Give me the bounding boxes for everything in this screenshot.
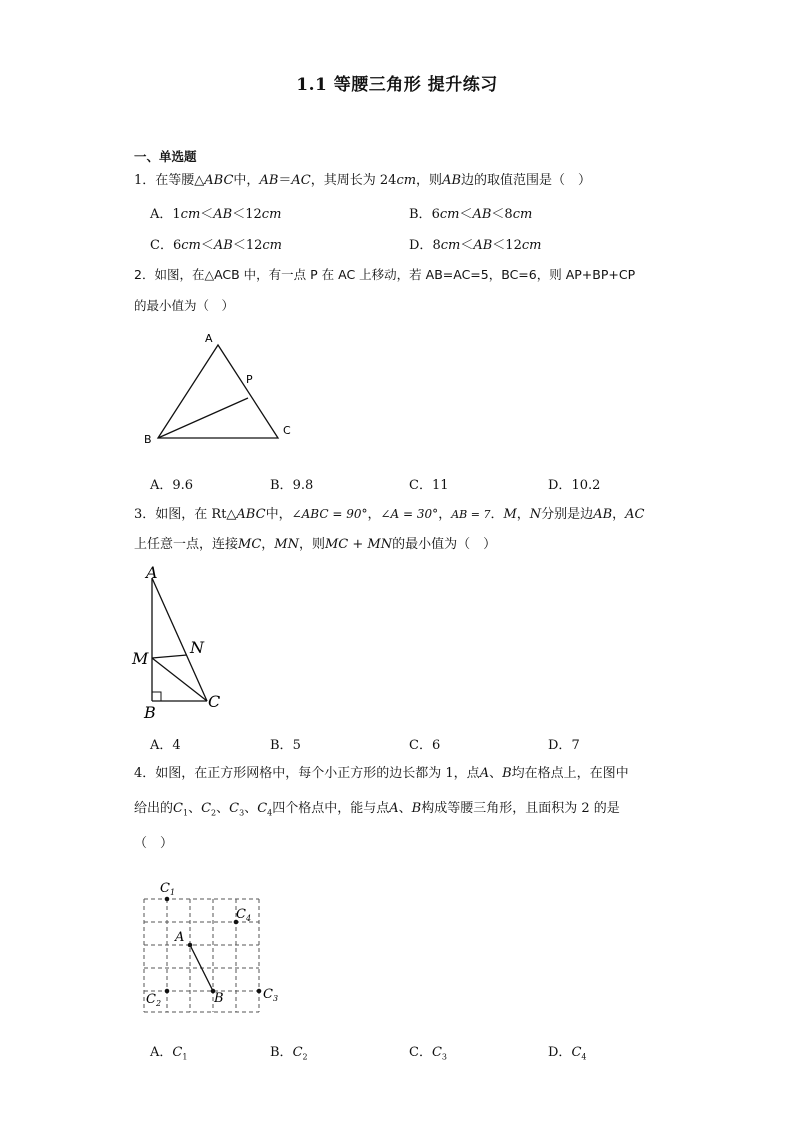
question-2-stem-line2: 的最小值为（ ） bbox=[134, 298, 235, 313]
option-label: C． bbox=[409, 1045, 432, 1060]
stem-text: ， bbox=[367, 507, 381, 522]
math-var: C bbox=[229, 801, 240, 816]
stem-text: 给出的 bbox=[134, 801, 174, 816]
grid-point-c1 bbox=[165, 897, 170, 902]
stem-text: ，则 bbox=[298, 537, 325, 552]
q4-option-c[interactable] bbox=[409, 1041, 447, 1062]
math-var: C bbox=[431, 1045, 442, 1060]
math-unit: cm bbox=[521, 238, 542, 253]
grid-point-c3 bbox=[257, 989, 262, 994]
section-heading: 一、单选题 bbox=[134, 149, 197, 164]
stem-text: 中， bbox=[265, 507, 292, 522]
option-text: 1 bbox=[172, 207, 181, 222]
point-label-p: P bbox=[246, 373, 253, 386]
option-value: 10.2 bbox=[571, 478, 601, 493]
option-value: 9.8 bbox=[292, 478, 314, 493]
stem-text: 均在格点上，在图中 bbox=[511, 766, 629, 781]
option-text: 6 bbox=[172, 238, 182, 253]
math-var: AB bbox=[213, 238, 233, 253]
segment-mn bbox=[152, 655, 187, 658]
math-var: C bbox=[172, 1045, 183, 1060]
stem-text: 中， bbox=[233, 173, 260, 188]
stem-text: 、 bbox=[398, 801, 412, 816]
page-title: 1.1 等腰三角形 提升练习 bbox=[296, 75, 498, 95]
q4-option-d[interactable] bbox=[548, 1041, 586, 1062]
question-3-stem-line1 bbox=[134, 505, 645, 524]
option-label: D． bbox=[409, 238, 433, 253]
option-label: B． bbox=[270, 478, 293, 493]
option-value: 11 bbox=[431, 478, 449, 493]
stem-text: ＝ bbox=[278, 173, 292, 188]
question-4-stem-line2 bbox=[134, 800, 620, 823]
stem-text: 边的取值范围是（ ） bbox=[461, 173, 592, 188]
option-label: C． bbox=[409, 738, 432, 753]
question-2-stem-line1: 2．如图，在△ACB 中，有一点 P 在 AC 上移动，若 AB=AC=5，BC=6，则 AP+BP+CP bbox=[134, 267, 636, 282]
math-var: C bbox=[257, 801, 268, 816]
q1-option-b[interactable] bbox=[409, 203, 532, 222]
label-c1: $C_1$ bbox=[160, 881, 176, 897]
question-4-stem-line1 bbox=[134, 765, 629, 783]
stem-text: 3．如图，在 Rt bbox=[134, 507, 227, 522]
stem-text: 构成等腰三角形，且面积为 2 的是 bbox=[421, 801, 620, 816]
math-var: ABC bbox=[236, 507, 266, 522]
math-var: B bbox=[411, 801, 422, 816]
q1-option-d[interactable] bbox=[409, 234, 541, 253]
subscript: 1 bbox=[182, 808, 189, 818]
math-unit: cm bbox=[262, 238, 282, 253]
option-value: 4 bbox=[172, 738, 181, 753]
question-1-stem bbox=[134, 172, 591, 190]
math-var: AC bbox=[625, 507, 645, 522]
math-var: MC bbox=[238, 537, 262, 552]
subscript: 1 bbox=[182, 1052, 188, 1062]
math-unit: cm bbox=[512, 207, 533, 222]
math-expr: ∠ABC = 90° bbox=[291, 507, 368, 521]
option-text: ＜12 bbox=[232, 238, 263, 253]
math-expr: AB = 7 bbox=[451, 508, 491, 521]
math-unit: cm bbox=[440, 238, 461, 253]
stem-text: 4．如图，在正方形网格中，每个小正方形的边长都为 1，点 bbox=[134, 766, 480, 781]
option-text: ＜ bbox=[459, 207, 473, 222]
math-var: AB bbox=[593, 507, 613, 522]
math-unit: cm bbox=[261, 207, 282, 222]
q4-option-a[interactable] bbox=[150, 1041, 187, 1062]
q2-option-b[interactable] bbox=[270, 474, 313, 493]
label-b: B bbox=[214, 991, 224, 1006]
q3-triangle-figure bbox=[130, 558, 240, 723]
math-var: N bbox=[529, 507, 542, 522]
label-a: A bbox=[175, 930, 185, 945]
q2-option-c[interactable] bbox=[409, 474, 449, 493]
stem-text: ， bbox=[612, 507, 626, 522]
stem-text: 分别是边 bbox=[541, 507, 594, 522]
segment-mc bbox=[152, 658, 207, 701]
option-label: C． bbox=[150, 238, 173, 253]
option-label: B． bbox=[409, 207, 432, 222]
option-label: D． bbox=[548, 1045, 572, 1060]
math-var: A bbox=[389, 801, 399, 816]
q4-option-b[interactable] bbox=[270, 1041, 308, 1062]
option-text: ＜ bbox=[200, 238, 214, 253]
option-value: 9.6 bbox=[172, 478, 194, 493]
point-label-c: C bbox=[283, 424, 291, 437]
stem-text: ，其周长为 24 bbox=[310, 173, 397, 188]
label-c2: $C_2$ bbox=[146, 992, 162, 1008]
option-text: 8 bbox=[432, 238, 441, 253]
math-var: C bbox=[173, 801, 183, 816]
stem-text: ， bbox=[261, 537, 275, 552]
math-var: M bbox=[503, 507, 517, 522]
option-text: ＜ bbox=[200, 207, 214, 222]
stem-text: 、 bbox=[216, 801, 230, 816]
option-label: A． bbox=[150, 478, 173, 493]
point-label-a: A bbox=[146, 563, 158, 582]
q2-triangle-figure bbox=[130, 325, 320, 450]
stem-text: ，则 bbox=[416, 173, 443, 188]
math-unit: cm bbox=[439, 207, 460, 222]
point-label-b: B bbox=[144, 703, 156, 722]
option-text: 6 bbox=[431, 207, 440, 222]
q3-option-a[interactable] bbox=[150, 734, 181, 753]
option-label: A． bbox=[150, 1045, 173, 1060]
math-var: A bbox=[479, 766, 490, 781]
question-4-stem-line3: （ ） bbox=[134, 836, 174, 851]
math-unit: cm bbox=[181, 238, 201, 253]
subscript: 4 bbox=[267, 808, 273, 818]
point-label-n: N bbox=[190, 638, 204, 657]
q3-option-b[interactable] bbox=[270, 734, 301, 753]
point-label-a: A bbox=[205, 332, 213, 345]
math-var: ABC bbox=[204, 173, 234, 188]
question-3-stem-line2 bbox=[134, 536, 496, 554]
math-unit: cm bbox=[180, 207, 201, 222]
option-text: ＜12 bbox=[232, 207, 262, 222]
q1-option-c[interactable] bbox=[150, 234, 282, 253]
option-value: 7 bbox=[571, 738, 580, 753]
grid-point-a bbox=[188, 943, 193, 948]
math-var: AB bbox=[442, 173, 462, 188]
math-var: AB bbox=[472, 207, 492, 222]
math-var: B bbox=[502, 766, 512, 781]
option-text: ＜12 bbox=[492, 238, 522, 253]
option-value: 5 bbox=[292, 738, 301, 753]
grid-point-c2 bbox=[165, 989, 170, 994]
subscript: 2 bbox=[211, 808, 217, 818]
q3-option-c[interactable] bbox=[409, 734, 440, 753]
option-text: ＜8 bbox=[491, 207, 513, 222]
q4-grid-figure bbox=[134, 872, 284, 1017]
option-value: 6 bbox=[431, 738, 441, 753]
stem-text: ， bbox=[438, 507, 452, 522]
right-angle-mark bbox=[152, 692, 161, 701]
q3-option-d[interactable] bbox=[548, 734, 580, 753]
option-label: D． bbox=[548, 738, 572, 753]
math-expr: MC + MN bbox=[325, 537, 393, 552]
option-text: ＜ bbox=[460, 238, 474, 253]
stem-text: 、 bbox=[188, 801, 202, 816]
stem-text: 、 bbox=[244, 801, 258, 816]
math-var: C bbox=[571, 1045, 582, 1060]
triangle-abc bbox=[158, 345, 278, 438]
stem-text: △ bbox=[226, 507, 237, 522]
option-label: B． bbox=[270, 1045, 293, 1060]
label-c4: $C_4$ bbox=[236, 907, 252, 923]
stem-text: 在等腰△ bbox=[155, 173, 205, 188]
math-var: AB bbox=[473, 238, 493, 253]
subscript: 3 bbox=[239, 808, 245, 818]
math-unit: cm bbox=[396, 173, 417, 188]
stem-text: 、 bbox=[489, 766, 503, 781]
q1-option-a[interactable] bbox=[150, 203, 281, 222]
option-label: B． bbox=[270, 738, 293, 753]
label-c3: $C_3$ bbox=[263, 987, 279, 1003]
stem-text: 四个格点中，能与点 bbox=[272, 801, 390, 816]
math-var: AB bbox=[259, 173, 279, 188]
math-var: AC bbox=[291, 173, 311, 188]
question-number: 1． bbox=[134, 173, 156, 188]
option-label: D． bbox=[548, 478, 572, 493]
math-expr: ∠A = 30° bbox=[380, 507, 439, 521]
subscript: 4 bbox=[581, 1052, 587, 1062]
math-var: C bbox=[201, 801, 212, 816]
point-label-b: B bbox=[144, 433, 152, 446]
subscript: 3 bbox=[441, 1052, 447, 1062]
point-label-m: M bbox=[132, 649, 149, 668]
option-label: C． bbox=[409, 478, 432, 493]
math-var: MN bbox=[274, 537, 299, 552]
option-label: A． bbox=[150, 207, 173, 222]
math-var: AB bbox=[213, 207, 233, 222]
point-label-c: C bbox=[208, 692, 221, 711]
q2-option-d[interactable] bbox=[548, 474, 600, 493]
stem-text: 的最小值为（ ） bbox=[392, 537, 497, 552]
option-label: A． bbox=[150, 738, 173, 753]
math-var: C bbox=[292, 1045, 303, 1060]
stem-text: ． bbox=[490, 507, 504, 522]
q2-option-a[interactable] bbox=[150, 474, 193, 493]
subscript: 2 bbox=[302, 1052, 308, 1062]
stem-text: ， bbox=[516, 507, 530, 522]
stem-text: 上任意一点，连接 bbox=[134, 537, 239, 552]
